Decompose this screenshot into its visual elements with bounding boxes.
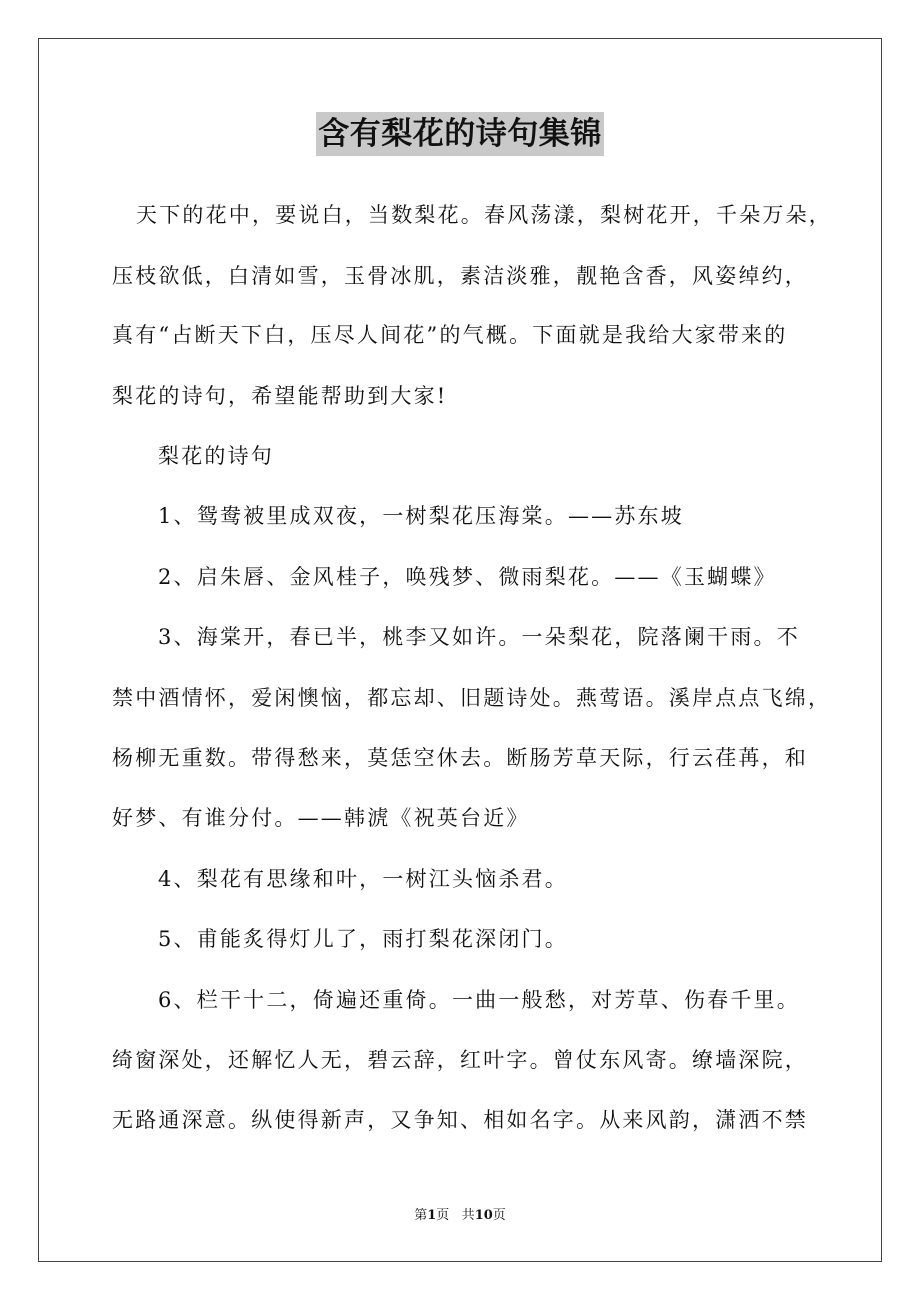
poem-line: 3、海棠开，春已半，桃李又如许。一朵梨花，院落阑干雨。不: [158, 625, 800, 649]
section-heading: 梨花的诗句: [158, 444, 274, 468]
poem-line: 杨柳无重数。带得愁来，莫恁空休去。断肠芳草天际，行云荏苒，和: [112, 746, 808, 770]
poem-line: 绮窗深处，还解忆人无，碧云辞，红叶字。曾仗东风寄。缭墙深院，: [112, 1048, 808, 1072]
total-pages: 10: [474, 1208, 493, 1223]
poem-line: 1、鸳鸯被里成双夜，一树梨花压海棠。——苏东坡: [158, 504, 684, 528]
poem-line: 无路通深意。纵使得新声，又争知、相如名字。从来风韵，潇洒不禁: [112, 1108, 808, 1132]
page-footer: [0, 1207, 920, 1225]
page-prefix: 第: [414, 1208, 428, 1223]
total-suffix: 页: [492, 1208, 506, 1223]
poem-line: 4、梨花有思缘和叶，一树江头恼杀君。: [158, 867, 568, 891]
poem-line: 6、栏干十二，倚遍还重倚。一曲一般愁，对芳草、伤春千里。: [158, 988, 800, 1012]
paragraph-line: 压枝欲低，白清如雪，玉骨冰肌，素洁淡雅，靓艳含香，风姿绰约，: [112, 264, 808, 288]
page-number: 1: [427, 1208, 437, 1223]
poem-line: 禁中酒情怀，爱闲懊恼，都忘却、旧题诗处。燕莺语。溪岸点点飞绵，: [112, 686, 832, 710]
paragraph-line: 真有“占断天下白，压尽人间花”的气概。下面就是我给大家带来的: [112, 323, 788, 347]
document-title: 含有梨花的诗句集锦: [316, 112, 604, 156]
total-prefix: 共: [461, 1208, 475, 1223]
page-suffix: 页: [436, 1208, 450, 1223]
paragraph-line: 梨花的诗句，希望能帮助到大家!: [112, 384, 448, 408]
poem-line: 好梦、有谁分付。——韩淲《祝英台近》: [112, 806, 530, 830]
poem-line: 2、启朱唇、金风桂子，唤残梦、微雨梨花。——《玉蝴蝶》: [158, 565, 777, 589]
title-container: [0, 112, 920, 156]
paragraph-line: 天下的花中，要说白，当数梨花。春风荡漾，梨树花开，千朵万朵，: [136, 203, 832, 227]
poem-line: 5、甫能炙得灯儿了，雨打梨花深闭门。: [158, 927, 568, 951]
